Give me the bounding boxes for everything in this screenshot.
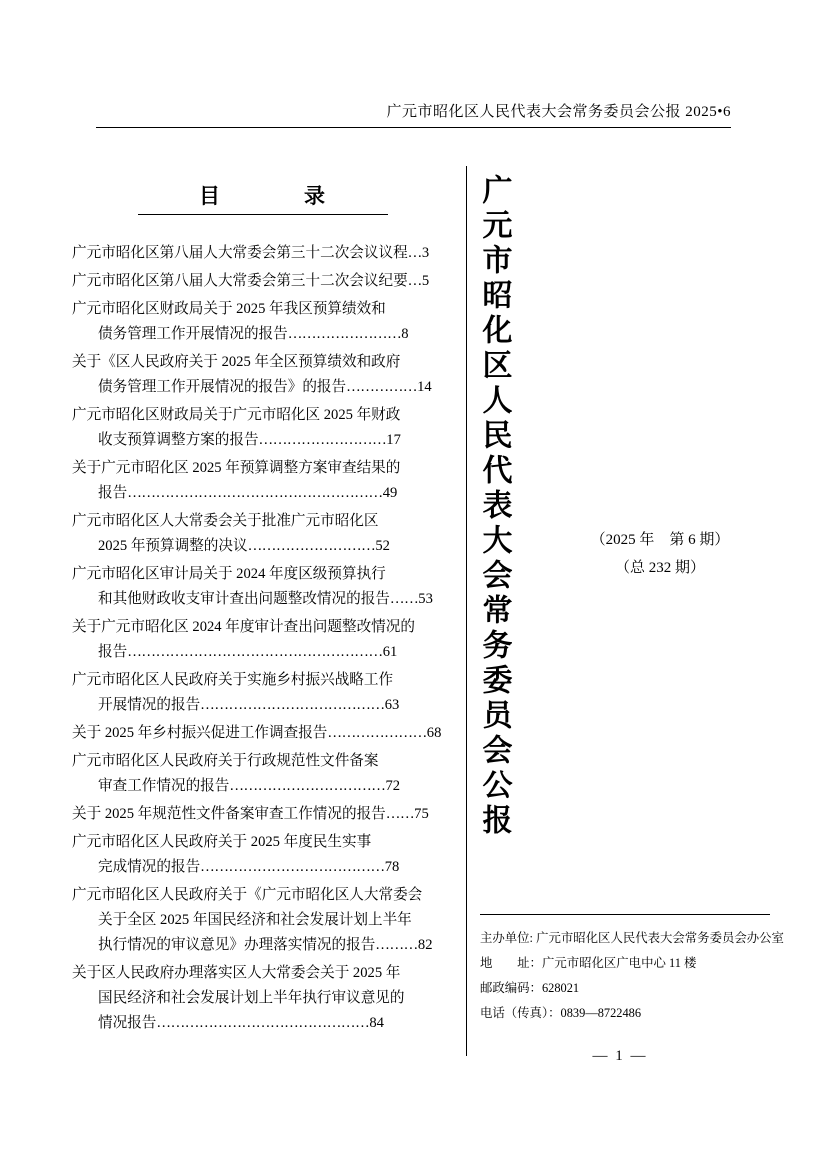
toc-entry-line [72,269,454,294]
toc-leader-dots: ………………… [327,725,427,741]
toc-entry-text: 审查工作情况的报告 [98,778,230,794]
toc-entry-line [72,534,454,559]
toc-entry-text: 广元市昭化区人民政府关于行政规范性文件备案 [72,753,379,769]
toc-page-number: 78 [384,859,400,875]
toc-entry-line [72,855,454,880]
toc-entry-line [72,1011,454,1036]
toc-entry-line [72,640,454,665]
toc-page-number: 53 [418,591,433,607]
toc-entry-text: 和其他财政收支审计查出问题整改情况的报告 [98,591,390,607]
toc-leader-dots: ……………………………………… [156,1015,370,1031]
toc-entry-line [72,693,454,718]
page-number: — 1 — [592,1048,648,1064]
toc-entry-text: 债务管理工作开展情况的报告》的报告 [98,379,347,395]
toc-entry-text: 2025 年预算调整的决议 [98,538,248,554]
toc-entry[interactable] [72,802,454,827]
toc-entry-line [72,615,454,640]
issue-info [560,526,760,582]
toc-entry-text: 关于区人民政府办理落实区人大常委会关于 2025 年 [72,965,401,981]
toc-entry-line [72,428,454,453]
toc-entry-text: 广元市昭化区人民政府关于《广元市昭化区人大常委会 [72,887,423,903]
toc-entry-line [72,933,454,958]
toc-entry-text: 开展情况的报告 [98,697,201,713]
masthead-title: 广元市昭化区人民代表大会常务委员会公报 [477,174,511,839]
toc-entry-text: 关于广元市昭化区 2025 年预算调整方案审查结果的 [72,460,401,476]
toc-leader-dots: ……………………… [258,432,387,448]
toc-entry-line [72,322,454,347]
toc-entry-text: 国民经济和社会发展计划上半年执行审议意见的 [98,990,405,1006]
toc-entry-text: 关于《区人民政府关于 2025 年全区预算绩效和政府 [72,354,401,370]
toc-entry[interactable] [72,721,454,746]
toc-entry-line [72,802,454,827]
toc-entry-line [72,403,454,428]
toc-entry-text: 广元市昭化区人民政府关于 2025 年度民生实事 [72,834,372,850]
toc-page-number: 61 [382,644,398,660]
toc-entry[interactable] [72,615,454,665]
toc-entry-line [72,986,454,1011]
toc-entry[interactable] [72,883,454,958]
running-head: 广元市昭化区人民代表大会常务委员会公报 2025•6 [386,104,731,120]
toc-entry-line [72,721,454,746]
toc-entry[interactable] [72,509,454,559]
toc-entry-text: 报告 [98,644,128,660]
toc-page-number: 5 [421,273,430,289]
toc-leader-dots: ……………………………………………… [127,644,383,660]
toc-entry-line [72,883,454,908]
imprint-publisher: 主办单位: 广元市昭化区人民代表大会常务委员会办公室 [480,931,784,945]
toc-entry[interactable] [72,668,454,718]
imprint-block [480,926,784,1026]
toc-entry-text: 情况报告 [98,1015,157,1031]
toc-entry[interactable] [72,403,454,453]
toc-entry-line [72,587,454,612]
toc-entry-line [72,774,454,799]
toc-entry-text: 关于全区 2025 年国民经济和社会发展计划上半年 [98,912,412,928]
toc-page-number: 82 [417,937,433,953]
toc-entry-text: 执行情况的审议意见》办理落实情况的报告 [98,937,376,953]
imprint-postcode: 邮政编码：628021 [480,981,580,995]
toc-leader-dots: … [407,273,422,289]
toc-leader-dots: ………………………………… [200,697,385,713]
toc-entry[interactable] [72,297,454,347]
toc-entry-text: 关于 2025 年规范性文件备案审查工作情况的报告 [72,806,386,822]
toc-entry[interactable] [72,456,454,506]
toc-entry-text: 广元市昭化区审计局关于 2024 年度区级预算执行 [72,566,386,582]
toc-entry[interactable] [72,241,454,266]
column-divider [466,166,467,1056]
toc-entry-line [72,375,454,400]
toc-page-number: 3 [421,245,430,261]
toc-entry-line [72,961,454,986]
toc-page-number: 52 [375,538,390,554]
toc-leader-dots: …………………… [287,326,402,342]
toc-page-number: 68 [426,725,442,741]
toc-entry-text: 报告 [98,485,128,501]
toc-leader-dots: ……… [375,937,418,953]
toc-entry-text: 关于 2025 年乡村振兴促进工作调查报告 [72,725,328,741]
toc-entry-line [72,350,454,375]
toc-entry-text: 广元市昭化区财政局关于广元市昭化区 2025 年财政 [72,407,401,423]
toc-entry-line [72,456,454,481]
toc-page-number: 17 [386,432,401,448]
toc-heading-underline [138,214,388,215]
toc-entry[interactable] [72,269,454,294]
toc-entry-line [72,509,454,534]
toc-leader-dots: …… [385,806,415,822]
imprint-address: 地 址：广元市昭化区广电中心 11 楼 [480,956,697,970]
toc-entry-text: 债务管理工作开展情况的报告 [98,326,288,342]
toc-entry-line [72,241,454,266]
toc-entry-line [72,297,454,322]
toc-entry[interactable] [72,350,454,400]
toc-entry[interactable] [72,562,454,612]
toc-heading: 目 录 [199,184,339,208]
toc-entry-text: 广元市昭化区第八届人大常委会第三十二次会议议程 [72,245,408,261]
toc-entry-line [72,668,454,693]
toc-leader-dots: …………… [346,379,418,395]
toc-entry-list [72,241,454,1036]
total-issue-number: （总 232 期） [614,560,705,576]
toc-entry-text: 收支预算调整方案的报告 [98,432,259,448]
toc-entry-line [72,562,454,587]
imprint-divider [480,914,770,915]
toc-entry-line [72,830,454,855]
toc-page-number: 49 [382,485,398,501]
issue-number: （2025 年 第 6 期） [590,532,730,548]
toc-entry-text: 广元市昭化区人大常委会关于批准广元市昭化区 [72,513,379,529]
masthead-column [470,166,784,1056]
toc-entry-text: 完成情况的报告 [98,859,201,875]
toc-page-number: 84 [369,1015,384,1031]
toc-leader-dots: ……………………………………………… [127,485,383,501]
toc-leader-dots: … [407,245,422,261]
toc-entry-line [72,749,454,774]
toc-page-number: 75 [414,806,429,822]
toc-entry-line [72,908,454,933]
toc-entry-text: 关于广元市昭化区 2024 年度审计查出问题整改情况的 [72,619,415,635]
toc-page-number: 63 [384,697,400,713]
toc-entry-text: 广元市昭化区财政局关于 2025 年我区预算绩效和 [72,301,386,317]
toc-page-number: 14 [417,379,432,395]
toc-page-number: 8 [401,326,409,342]
toc-entry-line [72,481,454,506]
toc-leader-dots: ……………………… [247,538,376,554]
toc-leader-dots: …………………………… [229,778,386,794]
table-of-contents [72,180,454,1039]
toc-entry[interactable] [72,830,454,880]
header-divider [96,127,731,128]
toc-entry[interactable] [72,961,454,1036]
toc-leader-dots: ………………………………… [200,859,385,875]
toc-leader-dots: …… [389,591,419,607]
imprint-phone: 电话（传真）：0839—8722486 [480,1006,642,1020]
toc-entry-text: 广元市昭化区第八届人大常委会第三十二次会议纪要 [72,273,408,289]
toc-entry[interactable] [72,749,454,799]
toc-entry-text: 广元市昭化区人民政府关于实施乡村振兴战略工作 [72,672,394,688]
toc-page-number: 72 [385,778,401,794]
